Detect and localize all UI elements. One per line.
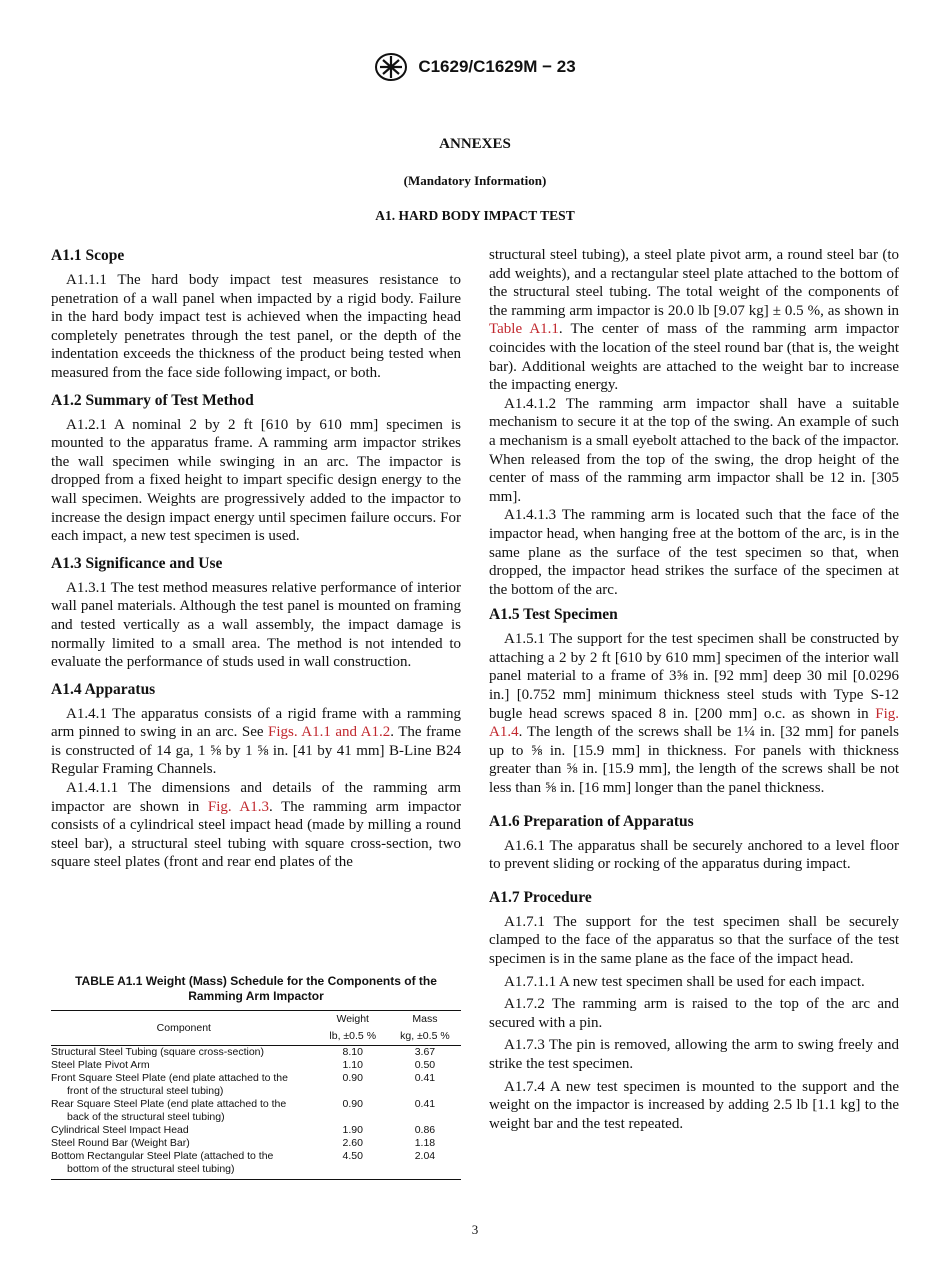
component-name: Cylindrical Steel Impact Head (51, 1124, 189, 1136)
paragraph: A1.7.3 The pin is removed, allowing the arm to swing freely and strike the test specimen. (489, 1037, 899, 1072)
component-name: Steel Round Bar (Weight Bar) (51, 1137, 190, 1149)
component-cell (51, 1124, 317, 1137)
component-name: Structural Steel Tubing (square cross-section) (51, 1046, 265, 1058)
annex-subtitle: (Mandatory Information) (403, 173, 547, 188)
section-heading: A1.2 Summary of Test Method (51, 391, 254, 409)
section-scope (51, 246, 461, 383)
section-heading: A1.3 Significance and Use (51, 554, 223, 572)
component-cell (51, 1046, 317, 1060)
component-name: Front Square Steel Plate (end plate attached to the (51, 1072, 288, 1084)
component-cell (51, 1072, 317, 1098)
annex-heading: A1. HARD BODY IMPACT TEST (375, 208, 575, 223)
weight-cell: 8.10 (342, 1046, 363, 1058)
paragraph: A1.1.1 The hard body impact test measures resistance to penetration of a wall panel when impacted by a rigid body. Failure in the hard body impact test is achieved when the impacting head completely penetrates through the test panel, or the depth of the indentation exceeds the thickness of the product being tested when measured from the face side following impact, or both. (51, 272, 461, 381)
mass-cell: 0.50 (414, 1059, 436, 1071)
mass-cell: 2.04 (389, 1150, 461, 1180)
component-name: Steel Plate Pivot Arm (51, 1059, 150, 1071)
component-cell (51, 1098, 317, 1124)
paragraph (51, 779, 461, 872)
annex-title: ANNEXES (439, 136, 511, 152)
component-name-continued: front of the structural steel tubing) (67, 1085, 224, 1097)
mass-cell: 0.86 (414, 1124, 436, 1136)
paragraph: A1.2.1 A nominal 2 by 2 ft [610 by 610 mm] specimen is mounted to the apparatus frame. A ramming arm impactor strikes the wall specimen while swinging in an arc. The impactor is dropped from a fixed height to impart specific design energy to the wall specimen. Weights are progressively added to the impactor to increase the design impact energy until specimen failure occurs. For each impact, a new test specimen is used. (51, 416, 461, 545)
section-apparatus (51, 680, 461, 872)
column-header-weight: Weight (317, 1011, 389, 1029)
paragraph: A1.4.1.2 The ramming arm impactor shall have a suitable mechanism to secure it at the top of the swing. An example of such a mechanism is a small eyebolt attached to the back of the impactor. When released from the top of the swing, the drop height of the center of mass of the ramming arm impactor shall be 12 in. [305 mm]. (489, 395, 899, 505)
section-procedure (489, 888, 899, 1134)
astm-logo-icon (374, 52, 408, 82)
paragraph: A1.7.2 The ramming arm is raised to the top of the arc and secured with a pin. (489, 996, 899, 1031)
paragraph (489, 246, 899, 395)
section-significance (51, 554, 461, 672)
weight-cell: 0.90 (342, 1098, 363, 1110)
section-heading: A1.4 Apparatus (51, 680, 156, 698)
paragraph: A1.7.4 A new test specimen is mounted to the support and the weight on the impactor is increased by adding 2.5 lb [1.1 kg] to the weight bar and the test repeated. (489, 1078, 899, 1132)
column-header-mass-unit: kg, ±0.5 % (389, 1028, 461, 1046)
column-header-mass: Mass (389, 1011, 461, 1029)
text: . The center of mass of the ramming arm impactor coincides with the location of the steel round bar (that is, the weight bar). Additional weights are attached to the weight bar to increase the impacting energy. (489, 321, 899, 394)
section-test-specimen (489, 605, 899, 797)
weight-cell: 2.60 (342, 1137, 363, 1149)
figure-link[interactable]: Fig. A1.3 (207, 798, 269, 815)
column-header-component: Component (51, 1011, 317, 1046)
text: . The ramming arm impactor consists of a cylindrical steel impact head (made by milling a round steel bar), a structural steel tubing with square cross-section, two square steel plates (front and rear end plates of the (51, 798, 461, 871)
page-header (0, 52, 950, 82)
text: . The frame is constructed of 14 ga, 1 ⅝ by 1 ⅝ in. [41 by 41 mm] B-Line B24 Regular Framing Channels. (51, 724, 461, 778)
page-number: 3 (471, 1222, 479, 1237)
text: structural steel tubing), a steel plate pivot arm, a round steel bar (to add weights), and a rectangular steel plate attached to the bottom of the structural steel tubing. The total weight of the components of the ramming arm impactor is 20.0 lb [9.07 kg] ± 0.5 %, as shown in (489, 247, 899, 319)
weight-cell: 4.50 (317, 1150, 389, 1180)
paragraph: A1.6.1 The apparatus shall be securely anchored to a level floor to prevent sliding or rocking of the apparatus during impact. (489, 837, 899, 873)
mass-cell: 1.18 (414, 1137, 436, 1149)
section-preparation (489, 812, 899, 874)
paragraph: A1.7.1 The support for the test specimen shall be securely clamped to the face of the apparatus so that the surface of the test specimen is in the same plane as the face of the impact head. (489, 913, 899, 967)
figure-link[interactable]: Fig. A1.4 (489, 705, 899, 741)
column-header-weight-unit: lb, ±0.5 % (317, 1028, 389, 1046)
text: A1.4.1.1 The dimensions and details of the ramming arm impactor are shown in (51, 780, 461, 815)
table-row (51, 1046, 461, 1060)
weight-schedule-table-block (51, 974, 461, 1180)
text: A1.5.1 The support for the test specimen shall be constructed by attaching a 2 by 2 ft [610 by 610 mm] specimen of the interior wall panel material to a frame of 3⅝ in. [92 mm] deep 30 mil [0.0296 in.] [0.752 mm] minimum thickness steel studs with Type S-12 bugle head screws spaced 8 in. [200 mm] o.c. as shown in (489, 631, 899, 722)
component-cell (51, 1137, 317, 1150)
table-row (51, 1137, 461, 1150)
section-heading: A1.1 Scope (51, 247, 125, 264)
weight-cell: 1.10 (342, 1059, 363, 1071)
paragraph: A1.7.1.1 A new test specimen shall be used for each impact. (504, 973, 865, 990)
left-column (51, 246, 461, 880)
section-heading: A1.6 Preparation of Apparatus (489, 812, 694, 830)
text: A1.4.1 The apparatus consists of a rigid frame with a ramming arm pinned to swing in an arc. See (51, 705, 461, 741)
table-link[interactable]: Table A1.1 (489, 321, 559, 338)
table-row (51, 1072, 461, 1098)
right-column (489, 246, 899, 1141)
figure-link[interactable]: Figs. A1.1 and A1.2 (268, 724, 391, 741)
table-row (51, 1098, 461, 1124)
table-row (51, 1150, 461, 1180)
paragraph: A1.4.1.3 The ramming arm is located such that the face of the impactor head, when hanging free at the bottom of the arc, is in the same plane as the surface of the test specimen so that, when dropped, the impactor head strikes the surface of the specimen at the bottom of the arc. (489, 507, 899, 598)
section-heading: A1.5 Test Specimen (489, 606, 618, 624)
paragraph (51, 705, 461, 779)
component-cell (51, 1059, 317, 1072)
table-row (51, 1124, 461, 1137)
text: . The length of the screws shall be 1¼ in. [32 mm] for panels up to ⅝ in. [15.9 mm] in thickness. For panels with thickness greater than ⅝ in. [15.9 mm], the length of the screws shall be not less than ⅝ in. [16 mm] longer than the panel thickness. (489, 724, 899, 797)
mass-cell: 3.67 (414, 1046, 436, 1058)
mass-cell: 0.41 (414, 1098, 436, 1110)
component-name-continued: back of the structural steel tubing) (67, 1111, 225, 1123)
paragraph (489, 630, 899, 797)
weight-cell: 1.90 (342, 1124, 363, 1136)
mass-cell: 0.41 (414, 1072, 436, 1084)
component-name-continued: bottom of the structural steel tubing) (67, 1163, 235, 1175)
table-caption: TABLE A1.1 Weight (Mass) Schedule for the Components of the Ramming Arm Impactor (75, 974, 437, 1003)
component-name: Rear Square Steel Plate (end plate attached to the (51, 1098, 287, 1110)
standard-designation: C1629/C1629M − 23 (418, 57, 576, 76)
section-heading: A1.7 Procedure (489, 888, 592, 906)
weight-schedule-table (51, 1010, 461, 1180)
table-row (51, 1059, 461, 1072)
paragraph: A1.3.1 The test method measures relative performance of interior wall panel materials. Although the test panel is mounted on framing and tested vertically as a wall assembly, the impact damage is normally limited to a small area. The method is not intended to evaluate the performance of studs used in wall construction. (51, 579, 461, 671)
weight-cell: 0.90 (342, 1072, 363, 1084)
component-cell (51, 1150, 317, 1180)
section-summary (51, 391, 461, 546)
component-name: Bottom Rectangular Steel Plate (attached to the (51, 1150, 274, 1162)
